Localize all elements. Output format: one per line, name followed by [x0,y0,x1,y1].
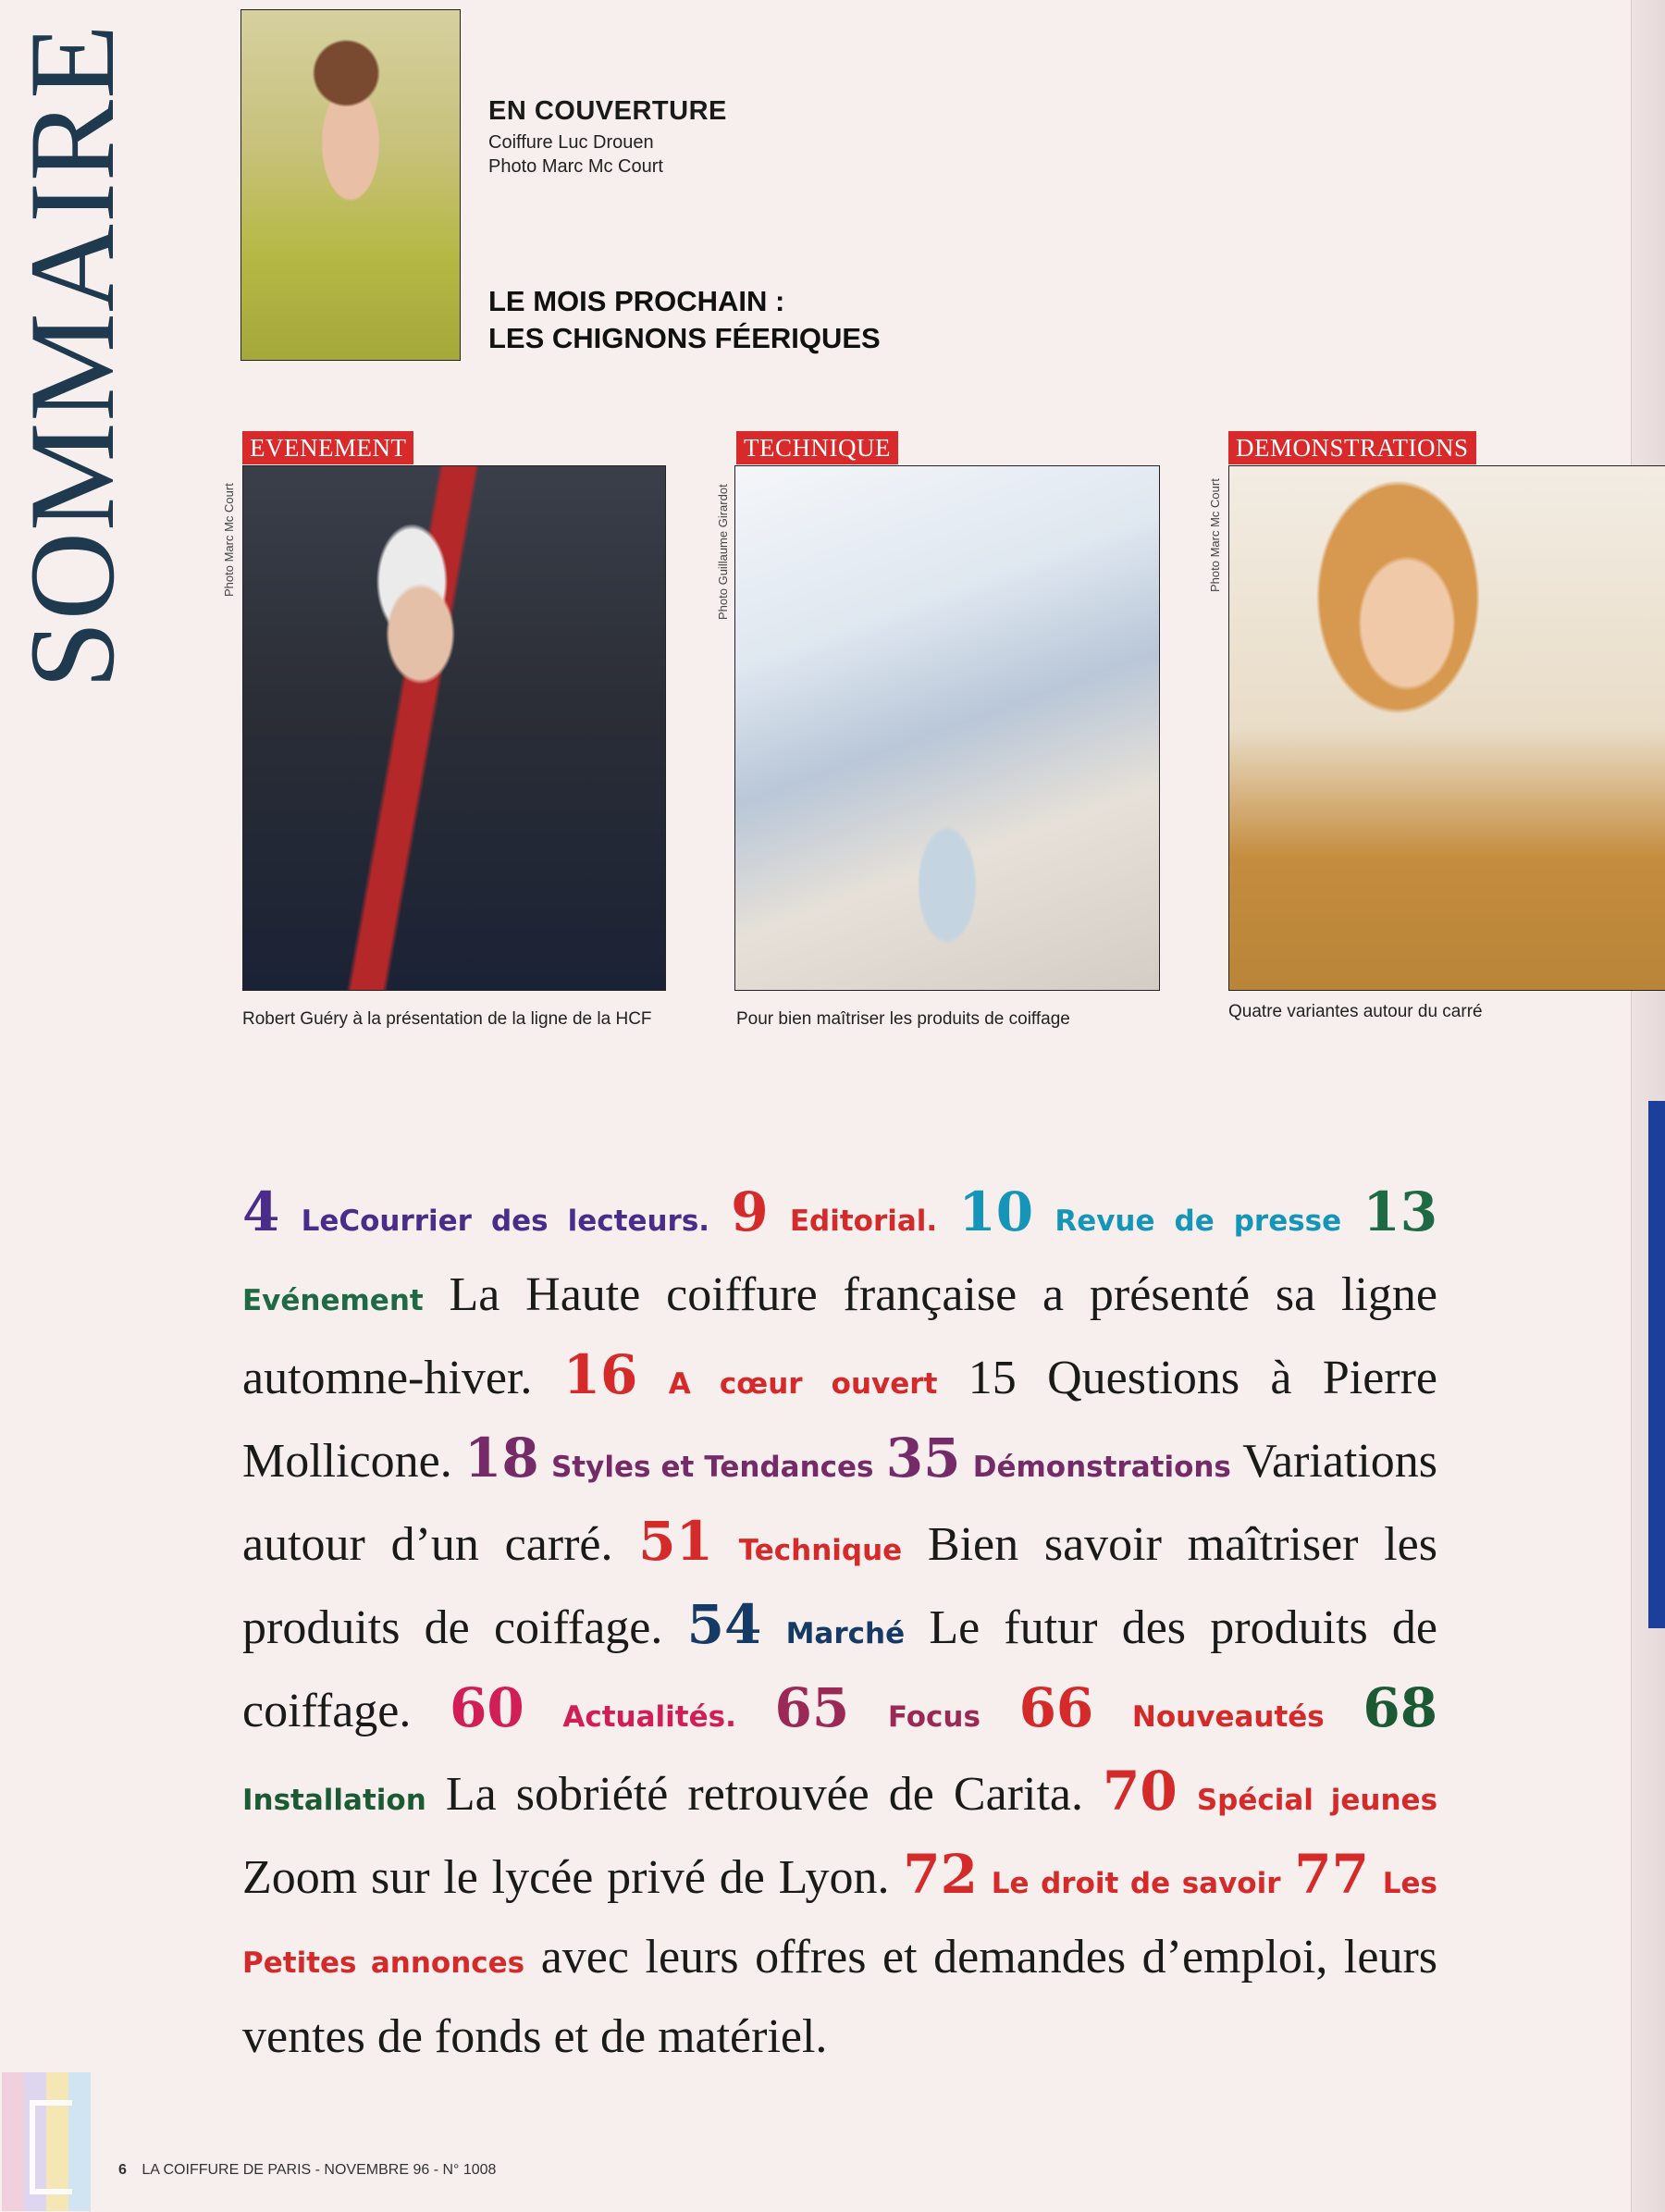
section-technique: Technique [738,1534,903,1567]
page-number: 18 [464,1427,539,1489]
cover-credit-photo: Photo Marc Mc Court [488,156,663,177]
feature-caption: Robert Guéry à la présentation de la ligne de la HCF [242,1009,652,1029]
feature-photo-demonstrations [1228,465,1665,991]
tag-demonstrations: DEMONSTRATIONS [1228,431,1476,464]
page-number: 9 [731,1180,769,1243]
section-description: Zoom sur le lycée privé de Lyon. [242,1851,890,1904]
next-month [488,283,951,357]
section-marche: Marché [785,1617,906,1650]
cover-info [488,96,858,180]
page-number: 51 [638,1510,713,1573]
page-number: 66 [1018,1676,1094,1739]
tag-technique: TECHNIQUE [736,431,898,464]
section-demonstrations: Démonstrations [972,1451,1231,1484]
page-number: 54 [686,1593,762,1656]
feature-caption: Quatre variantes autour du carré [1228,1002,1483,1021]
cover-photo [240,9,461,361]
cover-heading: EN COUVERTURE [488,96,727,126]
section-actualites: Actualités. [562,1700,736,1734]
photo-credit: Photo Marc Mc Court [222,483,236,597]
section-description: Le futur des produits de coiffage. [242,1601,1438,1737]
page-number: 65 [774,1676,850,1739]
photo-credit: Photo Marc Mc Court [1208,478,1222,592]
magazine-logo-mark [2,2072,91,2211]
cover-credit-hair: Coiffure Luc Drouen [488,132,654,153]
section-nouveautes: Nouveautés [1131,1700,1325,1734]
feature-caption: Pour bien maîtriser les produits de coiffage [736,1009,1070,1029]
section-droit-de-savoir: Le droit de savoir [991,1867,1281,1900]
tag-evenement: EVENEMENT [242,431,413,464]
page-number: 70 [1103,1760,1178,1823]
photo-credit: Photo Guillaume Girardot [716,484,730,620]
page-number: 4 [242,1180,280,1243]
section-a-coeur-ouvert: A cœur ouvert [668,1367,938,1401]
section-petites-annonces: Les Petites annonces [242,1867,1438,1980]
footer-page-number: 6 [118,2162,127,2178]
section-special-jeunes: Spécial jeunes [1196,1784,1438,1817]
page-footer [118,2162,496,2179]
section-description: Bien savoir maîtriser les produits de coiffage. [242,1518,1437,1654]
page-number: 72 [903,1843,978,1906]
page-number: 77 [1294,1843,1369,1906]
section-focus: Focus [887,1700,980,1734]
page-number: 13 [1363,1180,1438,1243]
section-description: Variations autour d’un carré. [242,1435,1438,1571]
section-installation: Installation [242,1784,426,1817]
page-number: 10 [958,1180,1034,1243]
page-edge-tab [1648,1101,1665,1628]
page-number: 68 [1363,1676,1438,1739]
section-description: La Haute coiffure française a présenté sa ligne automne-hiver. [242,1268,1438,1404]
section-description: La sobriété retrouvée de Carita. [445,1768,1083,1821]
page-number: 35 [885,1427,961,1489]
feature-photo-technique [734,465,1160,991]
page-number: 16 [562,1343,638,1406]
section-editorial: Editorial. [789,1205,938,1238]
page-number: 60 [450,1676,524,1739]
footer-publication: LA COIFFURE DE PARIS - NOVEMBRE 96 - N° 1008 [142,2162,497,2178]
feature-photo-evenement [242,465,666,991]
table-of-contents [242,1175,1437,2074]
section-description: 15 Questions à Pierre Mollicone. [242,1352,1437,1488]
section-styles-tendances: Styles et Tendances [550,1451,874,1484]
page-title: SOMMAIRE [4,23,140,689]
section-description: avec leurs offres et demandes d’emploi, leurs ventes de fonds et de matériel. [242,1931,1438,2063]
next-month-topic: LES CHIGNONS FÉERIQUES [488,322,881,354]
section-courrier: LeCourrier des lecteurs. [301,1205,710,1238]
section-evenement: Evénement [242,1284,424,1317]
next-month-label: LE MOIS PROCHAIN : [488,285,785,317]
section-revue-de-presse: Revue de presse [1054,1205,1342,1238]
